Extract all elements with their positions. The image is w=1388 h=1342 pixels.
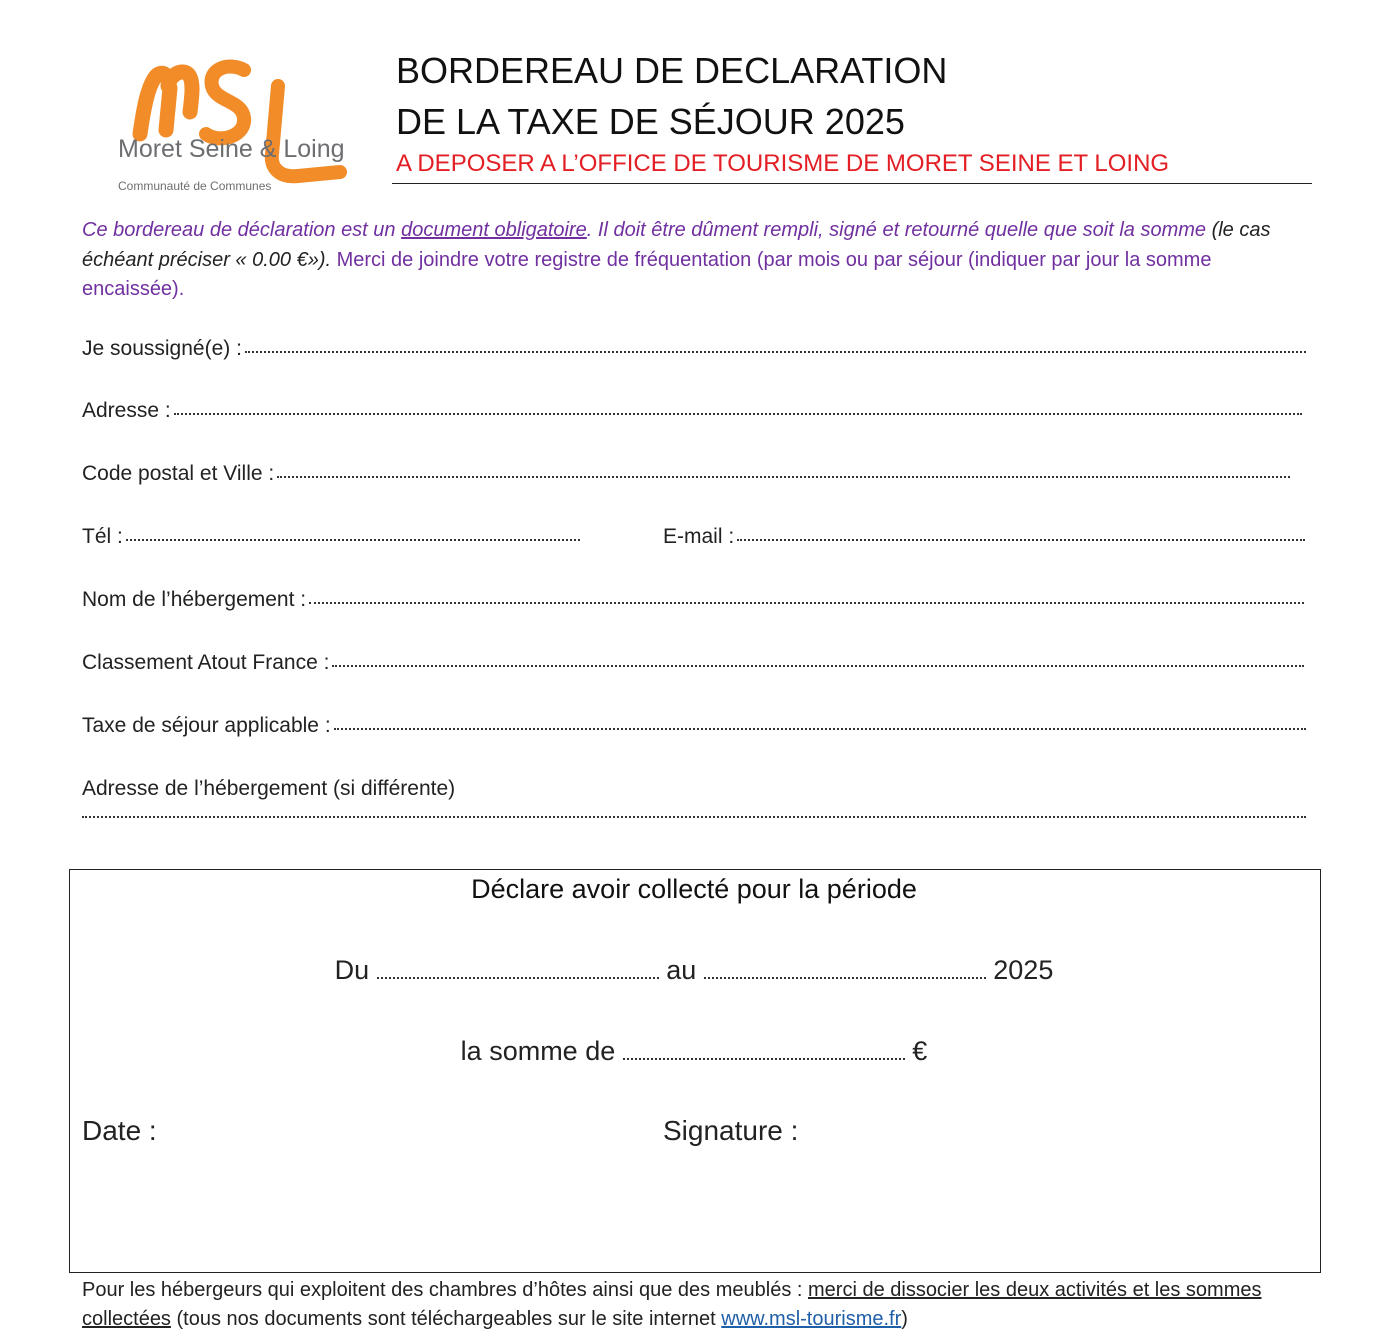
- footer-text-1: Pour les hébergeurs qui exploitent des chambres d’hôtes ainsi que des meublés :: [82, 1279, 808, 1301]
- footer-emphasis: merci de dissocier les deux activités et les sommes collectées: [82, 1279, 1262, 1330]
- label-code-postal: Code postal et Ville :: [82, 462, 275, 485]
- input-line-classement[interactable]: [332, 659, 1304, 667]
- label-somme: la somme de: [460, 1036, 616, 1066]
- label-tel: Tél :: [82, 525, 123, 548]
- amount-line: [0, 1036, 1388, 1067]
- label-taxe: Taxe de séjour applicable :: [82, 714, 331, 737]
- header-divider: [392, 183, 1312, 184]
- field-adresse-hebergement-label: [82, 777, 1306, 801]
- input-line-adresse[interactable]: [174, 407, 1302, 415]
- label-adresse-hebergement: Adresse de l’hébergement (si différente): [82, 777, 456, 800]
- intro-text-5: Merci de joindre votre registre de fréquentation (par mois ou par séjour (indiquer par jour la somme encaissée).: [82, 248, 1212, 300]
- input-line-date-from[interactable]: [377, 969, 659, 979]
- logo-tagline: Communauté de Communes: [118, 179, 272, 193]
- intro-paragraph: [82, 216, 1312, 305]
- declaration-box: [69, 869, 1321, 1273]
- field-tel[interactable]: [82, 525, 580, 549]
- input-line-tel[interactable]: [126, 533, 580, 541]
- label-soussigne: Je soussigné(e) :: [82, 337, 242, 360]
- field-adresse[interactable]: [82, 399, 1302, 423]
- period-year: 2025: [993, 955, 1054, 985]
- period-line: [0, 955, 1388, 986]
- label-signature: Signature :: [663, 1115, 799, 1146]
- logo: [112, 56, 352, 201]
- label-email: E-mail :: [663, 525, 735, 548]
- input-line-nom-hebergement[interactable]: [309, 596, 1304, 604]
- label-classement: Classement Atout France :: [82, 651, 330, 674]
- intro-mandatory: document obligatoire: [401, 219, 587, 241]
- document-title-line2: DE LA TAXE DE SÉJOUR 2025: [396, 101, 905, 142]
- input-line-taxe[interactable]: [334, 722, 1306, 730]
- label-adresse: Adresse :: [82, 399, 171, 422]
- footer-text-4: ): [901, 1308, 908, 1330]
- label-du: Du: [334, 955, 370, 985]
- input-line-code-postal[interactable]: [277, 470, 1290, 478]
- intro-text-4: (le cas échéant préciser « 0.00 €»).: [82, 219, 1271, 271]
- label-nom-hebergement: Nom de l’hébergement :: [82, 588, 307, 611]
- input-line-email[interactable]: [737, 533, 1305, 541]
- currency-symbol: €: [912, 1036, 928, 1066]
- field-adresse-hebergement[interactable]: [82, 812, 1306, 820]
- intro-text-1: Ce bordereau de déclaration est un: [82, 219, 402, 241]
- footer-text-3: (tous nos documents sont téléchargeables sur le site internet: [170, 1308, 722, 1330]
- input-line-amount[interactable]: [623, 1050, 905, 1060]
- document-title-line1: BORDEREAU DE DECLARATION: [396, 50, 948, 91]
- footer-note: [82, 1276, 1322, 1334]
- field-soussigne[interactable]: [82, 337, 1306, 361]
- input-line-date-to[interactable]: [704, 969, 986, 979]
- field-taxe[interactable]: [82, 714, 1306, 738]
- field-code-postal[interactable]: [82, 462, 1290, 486]
- declaration-title: Déclare avoir collecté pour la période: [471, 874, 917, 904]
- label-au: au: [666, 955, 697, 985]
- input-line-soussigne[interactable]: [245, 345, 1306, 353]
- intro-text-3: . Il doit être dûment rempli, signé et retourné quelle que soit la somme: [586, 219, 1212, 241]
- document-subtitle: A DEPOSER A L’OFFICE DE TOURISME DE MORET SEINE ET LOING: [396, 150, 1170, 177]
- footer-website-link[interactable]: www.msl-tourisme.fr: [721, 1308, 902, 1330]
- logo-name: Moret Seine & Loing: [118, 135, 345, 163]
- input-line-adresse-hebergement[interactable]: [82, 810, 1306, 818]
- field-nom-hebergement[interactable]: [82, 588, 1304, 612]
- field-email[interactable]: [663, 525, 1305, 549]
- msl-logo-graphic: [112, 56, 352, 201]
- label-date: Date :: [82, 1115, 157, 1146]
- field-classement[interactable]: [82, 651, 1304, 675]
